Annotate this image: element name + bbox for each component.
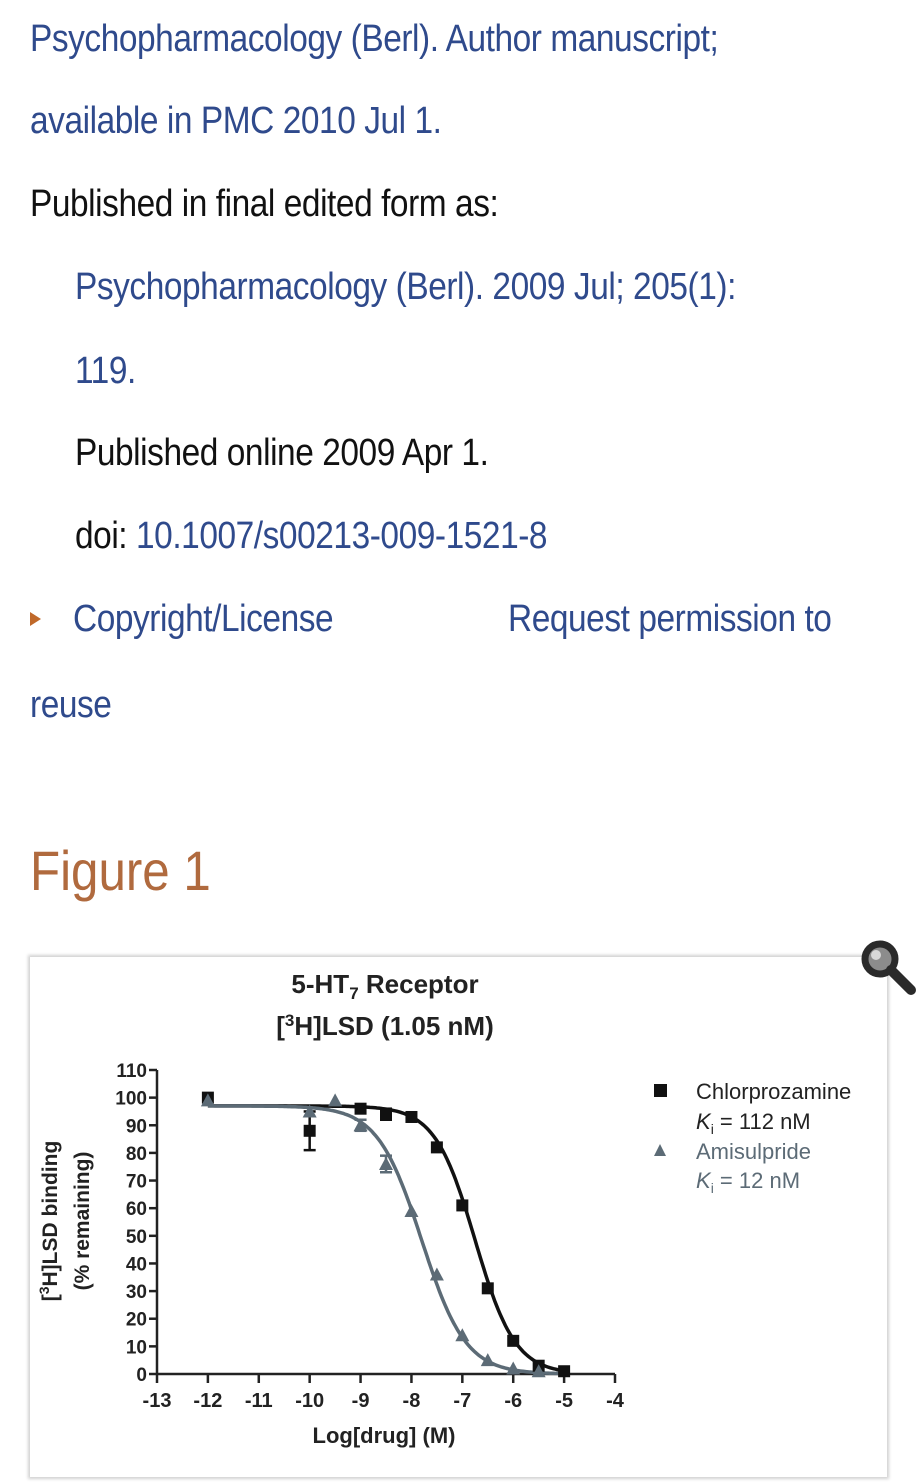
data-point-square [380, 1108, 392, 1120]
y-tick-label: 100 [115, 1088, 147, 1110]
journal-link[interactable]: Psychopharmacology (Berl). Author manuscript; [30, 18, 719, 60]
y-tick-label: 70 [125, 1171, 147, 1193]
data-point-triangle [328, 1093, 342, 1106]
legend-marker-amisulpride [654, 1144, 666, 1156]
expand-triangle-icon[interactable] [30, 612, 41, 626]
fit-curve-chlorprozamine [208, 1106, 564, 1371]
y-tick-label: 10 [125, 1337, 147, 1359]
data-point-square [355, 1103, 367, 1115]
data-point-square [456, 1199, 468, 1211]
chart [30, 957, 887, 1477]
x-tick-label: -7 [453, 1390, 472, 1412]
y-axis-label-line2: (% remaining) [71, 1151, 94, 1291]
figure-image[interactable] [30, 957, 887, 1477]
x-axis-label: Log[drug] (M) [312, 1423, 456, 1448]
data-point-triangle [404, 1204, 418, 1217]
x-tick-label: -9 [351, 1390, 370, 1412]
journal-link-line2[interactable]: available in PMC 2010 Jul 1. [30, 100, 442, 142]
y-tick-label: 110 [116, 1061, 147, 1082]
y-tick-label: 60 [125, 1199, 147, 1221]
y-tick-label: 50 [125, 1226, 147, 1248]
published-label: Published in final edited form as: [30, 183, 499, 225]
x-tick-label: -6 [504, 1390, 523, 1412]
published-online: Published online 2009 Apr 1. [75, 432, 489, 474]
legend-label-chlorprozamine: Chlorprozamine [696, 1079, 852, 1104]
x-tick-label: -4 [606, 1390, 624, 1412]
y-axis-label-line1: [$^3$H]LSD binding [36, 1140, 62, 1302]
legend-label-amisulpride: Amisulpride [696, 1139, 811, 1164]
x-tick-label: -10 [295, 1390, 325, 1412]
doi-line [75, 515, 547, 558]
request-permission-link-line2[interactable]: reuse [30, 684, 112, 726]
y-axis-label [36, 1141, 94, 1302]
request-permission-link[interactable]: Request permission to [508, 598, 832, 640]
x-tick-label: -12 [193, 1390, 223, 1412]
data-point-square [304, 1125, 316, 1137]
figure-title: Figure 1 [30, 839, 211, 902]
data-points [201, 1092, 570, 1378]
legend-ki-chlorprozamine: $K_i = 112$ nM [696, 1109, 811, 1137]
x-tick-label: -5 [555, 1390, 574, 1412]
legend-marker-chlorprozamine [654, 1084, 667, 1097]
data-point-square [431, 1141, 443, 1153]
axes [115, 1061, 624, 1412]
data-point-square [507, 1335, 519, 1347]
doi-link[interactable]: 10.1007/s00213-009-1521-8 [136, 515, 548, 557]
fit-curves [208, 1106, 564, 1374]
y-tick-label: 40 [125, 1254, 147, 1276]
x-tick-label: -11 [244, 1390, 273, 1412]
citation-link[interactable]: Psychopharmacology (Berl). 2009 Jul; 205(1): [75, 266, 736, 308]
x-tick-label: -8 [402, 1390, 421, 1412]
y-tick-label: 20 [125, 1309, 147, 1331]
y-tick-label: 0 [136, 1365, 147, 1386]
data-point-square [482, 1282, 494, 1294]
chart-title-line1: $5-HT_7$ Receptor [291, 969, 479, 1003]
doi-label: doi: [75, 515, 137, 557]
magnifier-icon[interactable] [857, 936, 919, 998]
legend-ki-amisulpride: $K_i = 12$ nM [696, 1168, 801, 1196]
y-tick-label: 80 [125, 1143, 147, 1165]
x-tick-label: -13 [142, 1390, 172, 1412]
y-tick-label: 30 [125, 1282, 147, 1304]
copyright-license-link[interactable]: Copyright/License [73, 598, 334, 640]
data-point-square [405, 1111, 417, 1123]
citation-link-line2[interactable]: 119. [75, 350, 136, 392]
data-point-square [558, 1365, 570, 1377]
legend [654, 1079, 851, 1196]
chart-title-line2: [$^3$H]LSD (1.05 nM) [276, 1011, 494, 1041]
y-tick-label: 90 [125, 1116, 147, 1138]
